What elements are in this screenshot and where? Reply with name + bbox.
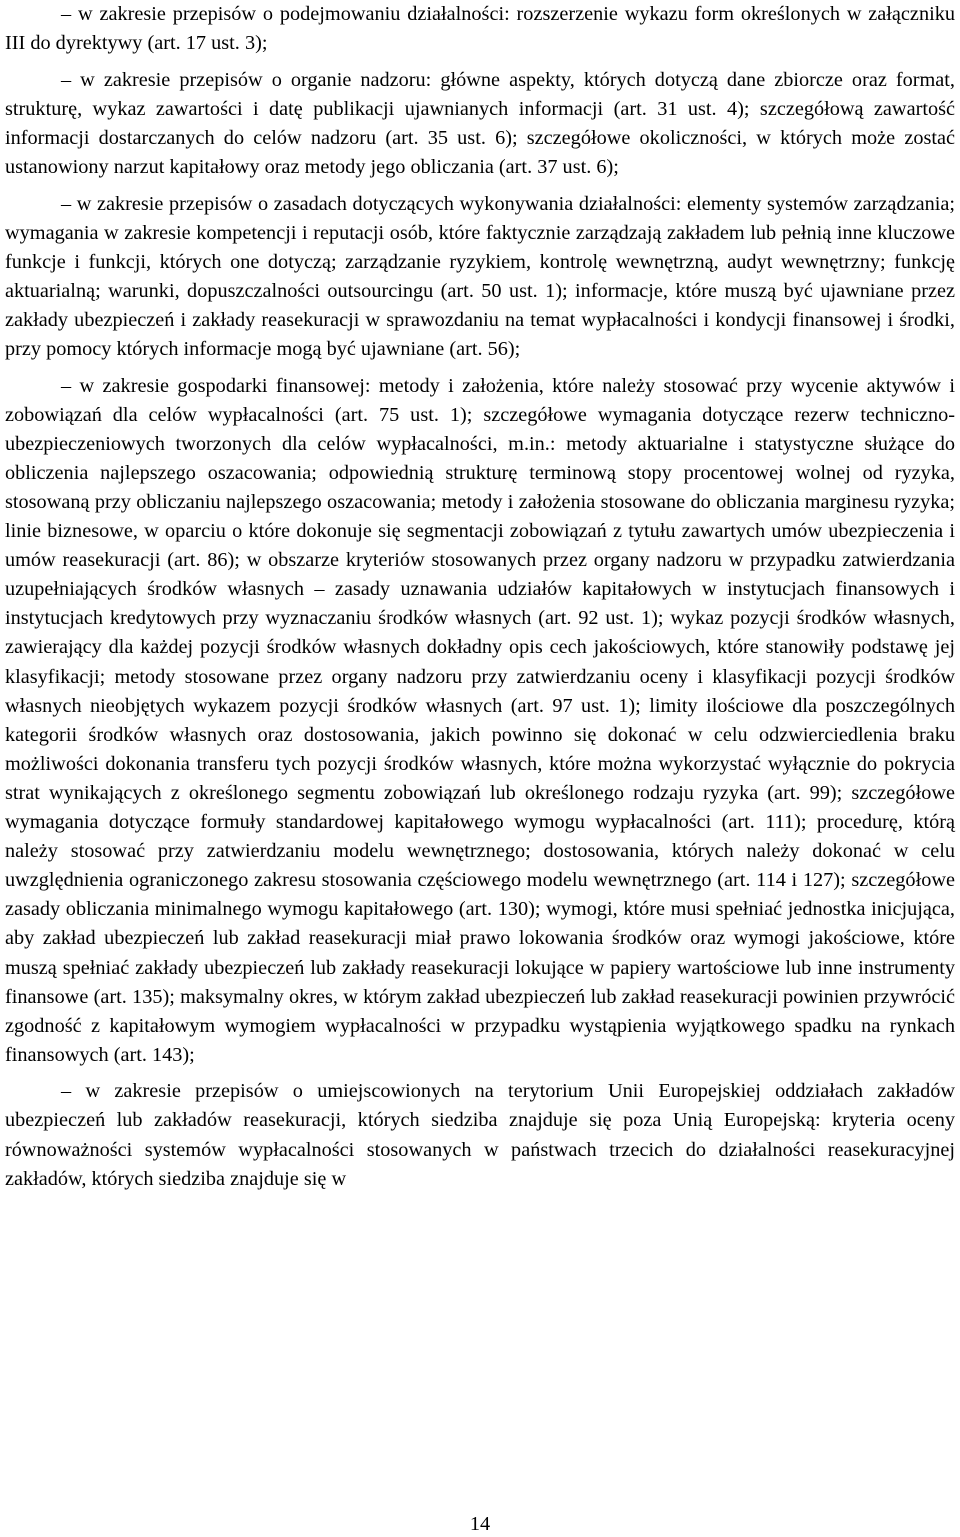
paragraph-5: – w zakresie przepisów o umiejscowionych na terytorium Unii Europejskiej oddziałach zakładów ubezpieczeń lub zakładów reasekuracji, których siedziba znajduje się poza Unią Europejską: kryteria oceny równoważności systemów wypłacalności stosowanych w państwach trzecich do działalności reasekuracyjnej zakładów, których siedziba znajduje się w bbox=[5, 1080, 955, 1190]
paragraph-2: – w zakresie przepisów o organie nadzoru: główne aspekty, których dotyczą dane zbiorcze oraz format, strukturę, wykaz zawartości i datę publikacji ujawnianych informacji (art. 31 ust. 4); szczegółową zawartość informacji dostarczanych do celów nadzoru (art. 35 ust. 6); szczegółowe okoliczności, w których może zostać ustanowiony narzut kapitałowy oraz metody jego obliczania (art. 37 ust. 6); bbox=[5, 68, 955, 178]
document-page bbox=[5, 0, 955, 1194]
page-number: 14 bbox=[469, 1513, 491, 1535]
paragraph-4: – w zakresie gospodarki finansowej: metody i założenia, które należy stosować przy wycenie aktywów i zobowiązań dla celów wypłacalności (art. 75 ust. 1); szczegółowe wymagania dotyczące rezerw techniczno-ubezpieczeniowych tworzonych dla celów wypłacalności, m.in.: metody aktuarialne i statystyczne służące do obliczenia najlepszego oszacowania; odpowiednią strukturę terminową stopy procentowej wolnej od ryzyka, stosowaną przy obliczaniu najlepszego oszacowania; metody i założenia stosowane do obliczania marginesu ryzyka; linie biznesowe, w oparciu o które dokonuje się segmentacji zobowiązań z tytułu zawartych umów ubezpieczenia i umów reasekuracji (art. 86); w obszarze kryteriów stosowanych przez organy nadzoru w przypadku zatwierdzania uzupełniających środków własnych – zasady uznawania udziałów kapitałowych w instytucjach finansowych i instytucjach kredytowych przy wyznaczaniu środków własnych (art. 92 ust. 1); wykaz pozycji środków własnych, zawierający dla każdej pozycji środków własnych dokładny opis cech jakościowych, które stanowiły podstawę jej klasyfikacji; metody stosowane przez organy nadzoru przy zatwierdzaniu oceny i klasyfikacji pozycji środków własnych nieobjętych wykazem pozycji środków własnych (art. 97 ust. 1); limity ilościowe dla poszczególnych kategorii środków własnych oraz dostosowania, jakich powinno się dokonać w celu odzwierciedlenia braku możliwości dokonania transferu tych pozycji środków własnych, które można wykorzystać wyłącznie do pokrycia strat wynikających z określonego segmentu zobowiązań lub określonego rodzaju ryzyka (art. 99); szczegółowe wymagania dotyczące formuły standardowej kapitałowego wymogu wypłacalności (art. 111); procedurę, którą należy stosować przy zatwierdzaniu modelu wewnętrznego; dostosowania, których należy dokonać w celu uwzględnienia ograniczonego zakresu stosowania częściowego modelu wewnętrznego (art. 114 i 127); szczegółowe zasady obliczania minimalnego wymogu kapitałowego (art. 130); wymogi, które musi spełniać jednostka inicjująca, aby zakład ubezpieczeń lub zakład reasekuracji miał prawo lokowania środków oraz wymogi jakościowe, które muszą spełniać zakłady ubezpieczeń lub zakłady reasekuracji lokujące w papiery wartościowe lub inne instrumenty finansowe (art. 135); maksymalny okres, w którym zakład ubezpieczeń lub zakład reasekuracji powinien przywrócić zgodność z kapitałowym wymogiem wypłacalności w przypadku wystąpienia wyjątkowego spadku na rynkach finansowych (art. 143); bbox=[5, 374, 955, 1066]
paragraph-1: – w zakresie przepisów o podejmowaniu działalności: rozszerzenie wykazu form określonych w załączniku III do dyrektywy (art. 17 ust. 3); bbox=[5, 3, 955, 55]
paragraph-3: – w zakresie przepisów o zasadach dotyczących wykonywania działalności: elementy systemów zarządzania; wymagania w zakresie kompetencji i reputacji osób, które faktycznie zarządzają zakładem lub pełnią inne kluczowe funkcje i funkcji, których one dotyczą; zarządzanie ryzykiem, kontrolę wewnętrzną, audyt wewnętrzny; funkcję aktuarialną; warunki, dopuszczalności outsourcingu (art. 50 ust. 1); informacje, które muszą być ujawniane przez zakłady ubezpieczeń i zakłady reasekuracji w sprawozdaniu na temat wypłacalności i kondycji finansowej i środki, przy pomocy których informacje mogą być ujawniane (art. 56); bbox=[5, 192, 955, 361]
